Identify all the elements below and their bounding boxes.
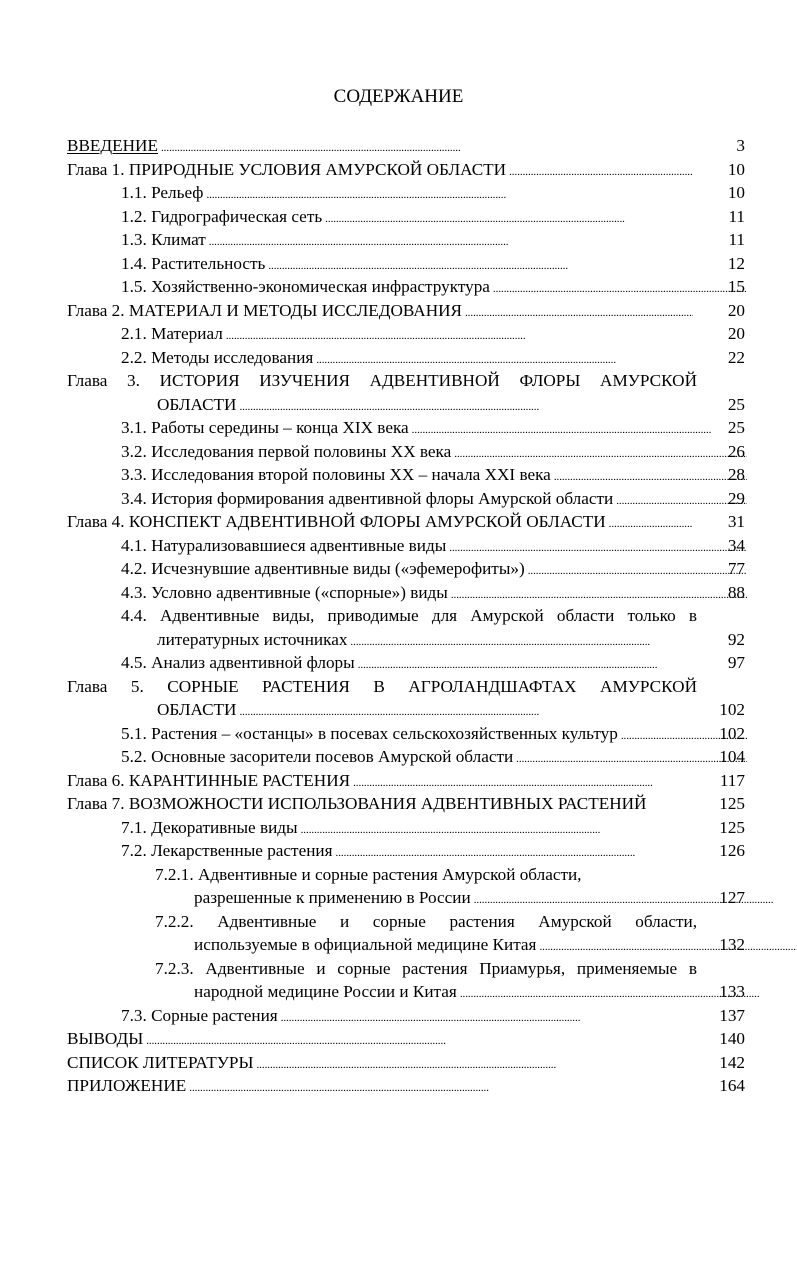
toc-page-number: 26: [727, 441, 745, 461]
toc-entry-section[interactable]: [67, 416, 745, 440]
toc-entry-section[interactable]: [67, 604, 745, 651]
table-of-contents: [67, 134, 745, 1098]
toc-entry-text: Глава 6. КАРАНТИННЫЕ РАСТЕНИЯ: [67, 770, 351, 790]
toc-entry-section[interactable]: [67, 463, 745, 487]
toc-entry-section[interactable]: [67, 252, 745, 276]
toc-page-number: 126: [719, 841, 745, 860]
toc-page-number: 97: [727, 653, 745, 672]
toc-entry-text: Глава 2. МАТЕРИАЛ И МЕТОДЫ ИССЛЕДОВАНИЯ: [67, 300, 462, 320]
toc-entry-conclusions[interactable]: [67, 1027, 745, 1051]
toc-entry-subsection[interactable]: [67, 957, 745, 1004]
toc-page-number: 25: [727, 394, 745, 414]
leader-dots: [189, 1074, 693, 1101]
toc-entry-section[interactable]: [67, 651, 745, 675]
toc-entry-section[interactable]: [67, 581, 745, 605]
toc-entry-text-line1: 7.2.3. Адвентивные и сорные растения Приамурья, применяемые в: [155, 958, 697, 978]
toc-entry-section[interactable]: [67, 745, 745, 769]
toc-entry-text: 1.3. Климат: [121, 230, 206, 249]
toc-page-number: 12: [727, 253, 745, 273]
toc-page-number: 164: [719, 1076, 745, 1095]
toc-entry-section[interactable]: [67, 440, 745, 464]
toc-page-number: 29: [727, 488, 745, 508]
toc-entry-text: 1.4. Растительность: [121, 253, 266, 273]
toc-page-number: 25: [727, 418, 745, 437]
toc-page-number: 20: [727, 324, 745, 343]
toc-page-number: 10: [727, 159, 745, 179]
toc-entry-section[interactable]: [67, 1004, 745, 1028]
toc-entry-text: 2.1. Материал: [121, 324, 223, 343]
toc-page-number: 88: [727, 582, 745, 602]
toc-entry-text: 7.2. Лекарственные растения: [121, 841, 333, 860]
toc-page-number: 20: [727, 300, 745, 320]
toc-entry-text-line1: Глава 3. ИСТОРИЯ ИЗУЧЕНИЯ АДВЕНТИВНОЙ ФЛОРЫ АМУРСКОЙ: [67, 371, 697, 390]
toc-entry-chapter-5[interactable]: [67, 675, 745, 722]
toc-entry-section[interactable]: [67, 487, 745, 511]
toc-entry-text-line2: ОБЛАСТИ: [157, 394, 237, 414]
toc-entry-text: 3.1. Работы середины – конца XIX века: [121, 418, 409, 437]
toc-entry-text: 5.2. Основные засорители посевов Амурской области: [121, 747, 514, 766]
toc-page-number: 132: [719, 935, 745, 954]
toc-entry-text-line1: 7.2.1. Адвентивные и сорные растения Амурской области,: [155, 864, 582, 884]
toc-entry-text: 4.3. Условно адвентивные («спорные») виды: [121, 582, 448, 602]
toc-entry-chapter-1[interactable]: [67, 158, 745, 182]
toc-page-number: 140: [719, 1029, 745, 1048]
toc-entry-text-line2: разрешенные к применению в России: [194, 888, 471, 907]
toc-entry-section[interactable]: [67, 181, 745, 205]
toc-entry-text: Глава 7. ВОЗМОЖНОСТИ ИСПОЛЬЗОВАНИЯ АДВЕНТИВНЫХ РАСТЕНИЙ: [67, 794, 647, 813]
toc-entry-section[interactable]: [67, 534, 745, 558]
toc-page-number: 125: [719, 817, 745, 837]
toc-entry-text: Глава 1. ПРИРОДНЫЕ УСЛОВИЯ АМУРСКОЙ ОБЛАСТИ: [67, 159, 507, 179]
toc-entry-text-line2: ОБЛАСТИ: [157, 700, 237, 719]
toc-page-number: 117: [719, 770, 745, 790]
toc-entry-section[interactable]: [67, 322, 745, 346]
toc-page-number: 102: [719, 700, 745, 719]
toc-page-number: 34: [727, 535, 745, 555]
toc-entry-subsection[interactable]: [67, 863, 745, 910]
toc-entry-text: 4.1. Натурализовавшиеся адвентивные виды: [121, 535, 447, 555]
toc-page-number: 11: [728, 230, 745, 249]
toc-entry-text: 3.4. История формирования адвентивной флоры Амурской области: [121, 488, 614, 508]
toc-entry-text: 1.5. Хозяйственно-экономическая инфраструктура: [121, 277, 490, 296]
toc-page-number: 102: [719, 723, 745, 743]
toc-entry-section[interactable]: [67, 228, 745, 252]
toc-entry-text: СПИСОК ЛИТЕРАТУРЫ: [67, 1052, 254, 1072]
toc-entry-chapter-4[interactable]: [67, 510, 745, 534]
toc-entry-text: Глава 4. КОНСПЕКТ АДВЕНТИВНОЙ ФЛОРЫ АМУРСКОЙ ОБЛАСТИ: [67, 512, 606, 531]
toc-page-number: 22: [727, 347, 745, 367]
toc-entry-section[interactable]: [67, 557, 745, 581]
toc-entry-appendix[interactable]: [67, 1074, 745, 1098]
toc-entry-text: ВВЕДЕНИЕ: [67, 136, 158, 155]
toc-entry-section[interactable]: [67, 816, 745, 840]
toc-entry-text-line2: используемые в официальной медицине Китая: [194, 935, 537, 954]
toc-entry-subsection[interactable]: [67, 910, 745, 957]
toc-entry-chapter-6[interactable]: [67, 769, 745, 793]
toc-page-number: 125: [719, 794, 745, 813]
toc-entry-text: ВЫВОДЫ: [67, 1029, 144, 1048]
toc-entry-text: 7.3. Сорные растения: [121, 1005, 278, 1025]
toc-page-number: 142: [719, 1052, 745, 1072]
toc-entry-text: 1.2. Гидрографическая сеть: [121, 206, 323, 226]
toc-page-number: 104: [719, 747, 745, 766]
toc-entry-text: 5.1. Растения – «останцы» в посевах сельскохозяйственных культур: [121, 723, 618, 743]
toc-entry-text-line2: народной медицине России и Китая: [194, 982, 457, 1001]
toc-entry-section[interactable]: [67, 839, 745, 863]
toc-page-number: 92: [727, 629, 745, 649]
toc-page-number: 137: [719, 1005, 745, 1025]
toc-entry-text: 3.2. Исследования первой половины XX века: [121, 441, 452, 461]
toc-entry-text: 2.2. Методы исследования: [121, 347, 314, 367]
toc-page-number: 15: [727, 277, 745, 296]
toc-entry-section[interactable]: [67, 722, 745, 746]
toc-entry-text-line1: 4.4. Адвентивные виды, приводимые для Амурской области только в: [121, 606, 697, 625]
toc-page-number: 127: [719, 888, 745, 907]
toc-entry-section[interactable]: [67, 205, 745, 229]
toc-entry-chapter-2[interactable]: [67, 299, 745, 323]
toc-page-number: 133: [719, 982, 745, 1001]
toc-entry-references[interactable]: [67, 1051, 745, 1075]
toc-entry-text: ПРИЛОЖЕНИЕ: [67, 1076, 187, 1095]
toc-entry-text-line1: 7.2.2. Адвентивные и сорные растения Амурской области,: [155, 911, 697, 931]
toc-entry-chapter-3[interactable]: [67, 369, 745, 416]
toc-entry-text: 3.3. Исследования второй половины XX – начала XXI века: [121, 465, 551, 484]
toc-entry-text-line2: литературных источниках: [157, 629, 348, 649]
toc-entry-section[interactable]: [67, 275, 745, 299]
toc-entry-text-line1: Глава 5. СОРНЫЕ РАСТЕНИЯ В АГРОЛАНДШАФТАХ АМУРСКОЙ: [67, 676, 697, 696]
toc-page-number: 11: [728, 206, 745, 226]
toc-entry-introduction[interactable]: [67, 134, 745, 158]
toc-page-number: 31: [727, 512, 745, 531]
page-title: СОДЕРЖАНИЕ: [333, 86, 464, 107]
toc-entry-text: 4.2. Исчезнувшие адвентивные виды («эфемерофиты»): [121, 559, 525, 578]
toc-entry-section[interactable]: [67, 346, 745, 370]
toc-entry-text: 7.1. Декоративные виды: [121, 817, 298, 837]
toc-entry-text: 4.5. Анализ адвентивной флоры: [121, 653, 355, 672]
toc-entry-chapter-7[interactable]: [67, 792, 745, 816]
toc-entry-text: 1.1. Рельеф: [121, 183, 204, 202]
toc-page-number: 3: [736, 136, 745, 155]
toc-page-number: 28: [727, 465, 745, 484]
toc-page-number: 77: [727, 559, 745, 578]
toc-page-number: 10: [727, 183, 745, 202]
